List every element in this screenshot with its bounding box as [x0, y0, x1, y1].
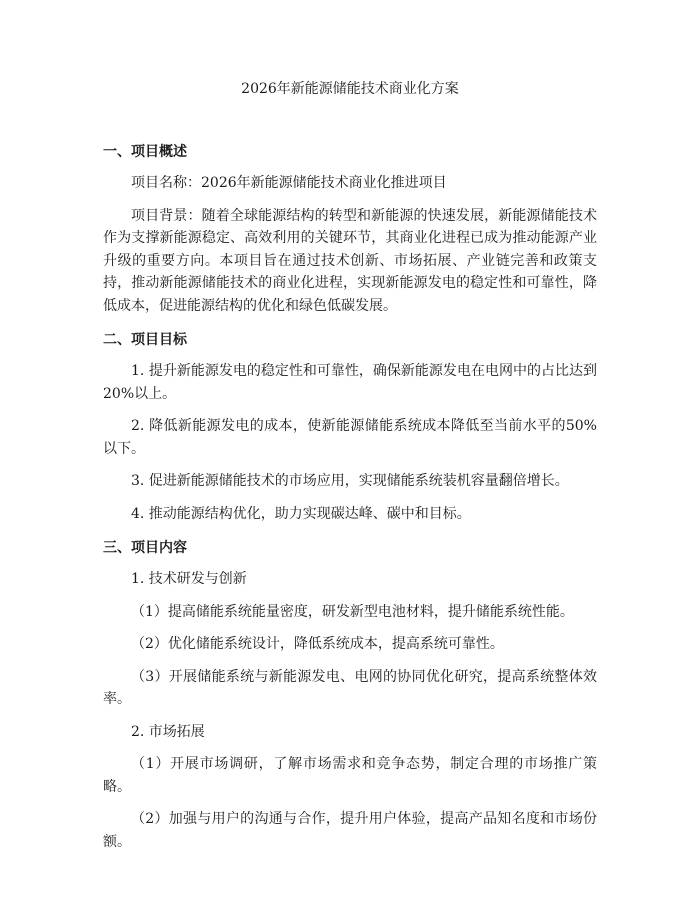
- paragraph: （2）优化储能系统设计，降低系统成本，提高系统可靠性。: [131, 636, 504, 652]
- section-heading: 一、项目概述: [103, 144, 187, 160]
- paragraph: 项目背景：随着全球能源结构的转型和新能源的快速发展，新能源储能技术作为支撑新能源稳定、高效利用的关键环节，其商业化进程已成为推动能源产业升级的重要方向。本项目旨在通过技术创新、市场拓展、产业链完善和政策支持，推动新能源储能技术的商业化进程，实现新能源发电的稳定性和可靠性，降低成本，促进能源结构的优化和绿色低碳发展。: [103, 207, 597, 314]
- section-heading: 二、项目目标: [103, 332, 187, 348]
- paragraph: （1）提高储能系统能量密度，研发新型电池材料，提升储能系统性能。: [131, 603, 574, 620]
- paragraph: 2. 市场拓展: [131, 723, 205, 740]
- paragraph: 1. 技术研发与创新: [131, 571, 247, 587]
- paragraph: 3. 促进新能源储能技术的市场应用，实现储能系统装机容量翻倍增长。: [131, 473, 569, 489]
- paragraph: 项目名称：2026年新能源储能技术商业化推进项目: [131, 175, 447, 191]
- paragraph: （3）开展储能系统与新能源发电、电网的协同优化研究，提高系统整体效率。: [103, 668, 597, 707]
- paragraph: 1. 提升新能源发电的稳定性和可靠性，确保新能源发电在电网中的占比达到20%以上。: [103, 363, 597, 402]
- paragraph: 4. 推动能源结构优化，助力实现碳达峰、碳中和目标。: [131, 505, 471, 522]
- section-heading: 三、项目内容: [103, 540, 187, 556]
- paragraph: 2. 降低新能源发电的成本，使新能源储能系统成本降低至当前水平的50%以下。: [103, 418, 597, 457]
- document-title: 2026年新能源储能技术商业化方案: [241, 81, 459, 97]
- section-content: [103, 538, 597, 853]
- section-goals: [103, 330, 597, 525]
- section-overview: [103, 142, 597, 317]
- paragraph: （2）加强与用户的沟通与合作，提升用户体验，提高产品知名度和市场份额。: [103, 811, 597, 850]
- paragraph: （1）开展市场调研，了解市场需求和竞争态势，制定合理的市场推广策略。: [103, 756, 597, 795]
